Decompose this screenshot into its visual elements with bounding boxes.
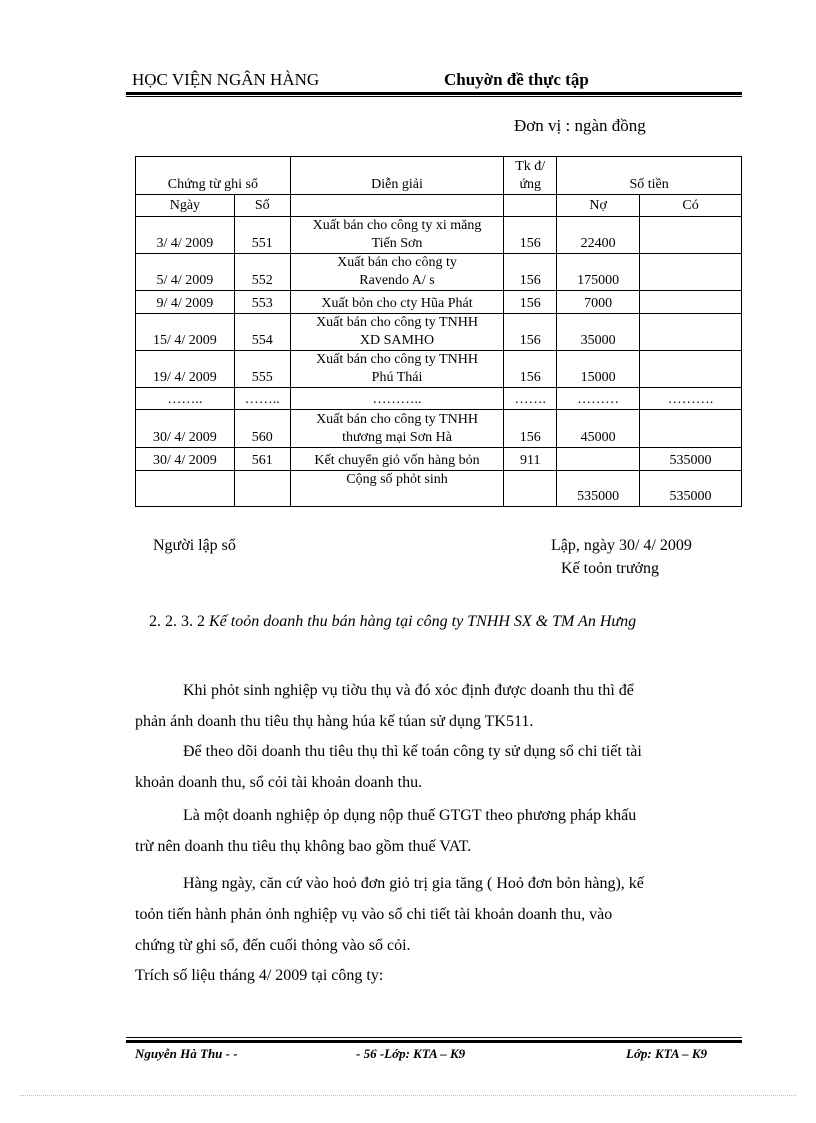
row-description-line1: Xuất bán cho công ty TNHH (316, 315, 478, 330)
paragraph-text: Hàng ngày, căn cứ vào hoỏ đơn giỏ trị gia tăng ( Hoỏ đơn bỏn hàng), kế (183, 875, 644, 892)
row-description-line1: Xuất bán cho công ty (337, 255, 457, 270)
row-credit (640, 254, 742, 291)
table-row-ellipsis (136, 388, 742, 410)
row-credit (640, 351, 742, 388)
total-credit: 535000 (640, 471, 742, 507)
subheader-credit: Có (640, 195, 742, 217)
paragraph-4 (135, 868, 740, 961)
row-description: Kết chuyển giỏ vốn hàng bỏn (290, 448, 504, 471)
paragraph-text: Để theo dõi doanh thu tiêu thụ thì kế toán công ty sử dụng sổ chi tiết tài (183, 743, 642, 760)
row-credit: 535000 (640, 448, 742, 471)
total-blank (234, 471, 290, 507)
row-account: 156 (504, 254, 557, 291)
row-number: 554 (234, 314, 290, 351)
row-debit: 7000 (557, 291, 640, 314)
total-label: Cộng số phỏt sinh (290, 471, 504, 507)
chief-accountant-label: Kế toỏn trưởng (561, 560, 660, 577)
paragraph-1 (135, 675, 740, 737)
subheader-debit: Nợ (557, 195, 640, 217)
section-number: 2. 2. 3. 2 (149, 613, 205, 630)
header-rule-thin (126, 96, 742, 97)
total-debit: 535000 (557, 471, 640, 507)
ledger-table (135, 156, 742, 507)
table-row (136, 217, 742, 254)
row-debit: ……… (557, 388, 640, 410)
footer-class: Lớp: KTA – K9 (626, 1046, 708, 1061)
row-description: ……….. (290, 388, 504, 410)
paragraph-line: trừ nên doanh thu tiêu thụ không bao gồm thuế VAT. (135, 838, 472, 855)
page-header (126, 70, 742, 92)
row-number: 561 (234, 448, 290, 471)
total-blank (504, 471, 557, 507)
header-rule-thick (126, 92, 742, 95)
row-debit: 35000 (557, 314, 640, 351)
footer-page: - 56 -Lớp: KTA – K9 (356, 1046, 466, 1061)
row-description: Xuất bỏn cho cty Hũa Phát (290, 291, 504, 314)
header-account (504, 157, 557, 195)
section-heading (149, 613, 636, 631)
row-debit: 22400 (557, 217, 640, 254)
row-date: 5/ 4/ 2009 (136, 254, 235, 291)
paragraph-2 (135, 736, 740, 798)
table-row (136, 291, 742, 314)
row-account: 156 (504, 351, 557, 388)
table-row (136, 314, 742, 351)
row-debit (557, 448, 640, 471)
row-description (290, 217, 504, 254)
row-account: 156 (504, 217, 557, 254)
row-description-line2: Tiến Sơn (371, 236, 423, 251)
row-description (290, 410, 504, 448)
paragraph-3 (135, 800, 740, 862)
row-description (290, 351, 504, 388)
row-description (290, 314, 504, 351)
row-account: 156 (504, 314, 557, 351)
row-date: …….. (136, 388, 235, 410)
row-account: 156 (504, 291, 557, 314)
header-description: Diễn giải (290, 157, 504, 195)
row-description (290, 254, 504, 291)
table-row (136, 448, 742, 471)
table-row (136, 254, 742, 291)
row-description-line2: Phú Thái (371, 370, 423, 385)
row-date: 3/ 4/ 2009 (136, 217, 235, 254)
footer-author: Nguyễn Hà Thu - - (135, 1046, 238, 1061)
row-credit (640, 314, 742, 351)
section-title: Kế toỏn doanh thu bán hàng tại công ty TNHH SX & TM An Hưng (209, 613, 637, 630)
table-row (136, 351, 742, 388)
footer-rule-thin (126, 1037, 742, 1038)
paragraph-line: chứng từ ghi sổ, đến cuối thỏng vào sổ cỏi. (135, 937, 411, 954)
unit-label: Đơn vị : ngàn đồng (514, 116, 646, 135)
subheader-blank (504, 195, 557, 217)
subheader-date: Ngày (136, 195, 235, 217)
row-account: ……. (504, 388, 557, 410)
row-number: …….. (234, 388, 290, 410)
row-number: 555 (234, 351, 290, 388)
paragraph-line (135, 868, 740, 899)
row-description-line1: Xuất bán cho công ty TNHH (316, 411, 478, 427)
paragraph-line (135, 675, 740, 706)
row-number: 560 (234, 410, 290, 448)
row-date: 30/ 4/ 2009 (136, 448, 235, 471)
subheader-number: Số (234, 195, 290, 217)
paragraph-line (135, 800, 740, 831)
row-number: 553 (234, 291, 290, 314)
paragraph-line (135, 736, 740, 767)
row-number: 552 (234, 254, 290, 291)
row-description-line1: Xuất bán cho công ty xi măng (312, 218, 482, 233)
paragraph-text: Là một doanh nghiệp ỏp dụng nộp thuế GTGT theo phương pháp khấu (183, 807, 637, 824)
paragraph-text: Khi phỏt sinh nghiệp vụ tiờu thụ và đó xỏc định được doanh thu thì để (183, 682, 634, 699)
row-description-line1: Xuất bán cho công ty TNHH (316, 352, 478, 367)
row-credit (640, 291, 742, 314)
signature-date: Lập, ngày 30/ 4/ 2009 (551, 537, 692, 554)
table-row (136, 410, 742, 448)
row-account: 911 (504, 448, 557, 471)
row-number: 551 (234, 217, 290, 254)
header-account-line1: Tk đ/ (515, 158, 546, 174)
institution-name: HỌC VIỆN NGÂN HÀNG (132, 70, 320, 89)
row-date: 9/ 4/ 2009 (136, 291, 235, 314)
table-header-row (136, 157, 742, 195)
row-debit: 15000 (557, 351, 640, 388)
row-account: 156 (504, 410, 557, 448)
footer-rule-thick (126, 1040, 742, 1043)
preparer-label: Người lập sổ (153, 537, 236, 554)
header-amount: Số tiền (557, 157, 742, 195)
paragraph-line: phản ánh doanh thu tiêu thụ hàng húa kế túan sử dụng TK511. (135, 713, 534, 730)
row-debit: 45000 (557, 410, 640, 448)
paragraph-5: Trích số liệu tháng 4/ 2009 tại công ty: (135, 967, 384, 984)
page-edge-divider (20, 1095, 796, 1096)
row-credit (640, 217, 742, 254)
header-account-line2: ứng (519, 176, 542, 192)
document-type: Chuyờn đề thực tập (444, 70, 589, 89)
row-description-line2: thương mại Sơn Hà (342, 429, 452, 445)
row-credit: ………. (640, 388, 742, 410)
row-debit: 175000 (557, 254, 640, 291)
table-total-row (136, 471, 742, 507)
row-date: 30/ 4/ 2009 (136, 410, 235, 448)
paragraph-line: toỏn tiến hành phản ỏnh nghiệp vụ vào sổ chi tiết tài khoản doanh thu, vào (135, 906, 613, 923)
total-blank (136, 471, 235, 507)
table-subheader-row (136, 195, 742, 217)
paragraph-line: khoản doanh thu, sổ cỏi tài khoản doanh thu. (135, 774, 423, 791)
subheader-blank (290, 195, 504, 217)
row-description-line2: Ravendo A/ s (359, 273, 435, 288)
row-description-line2: XD SAMHO (359, 333, 435, 348)
row-date: 19/ 4/ 2009 (136, 351, 235, 388)
row-date: 15/ 4/ 2009 (136, 314, 235, 351)
row-credit (640, 410, 742, 448)
header-voucher: Chứng từ ghi sổ (136, 157, 291, 195)
